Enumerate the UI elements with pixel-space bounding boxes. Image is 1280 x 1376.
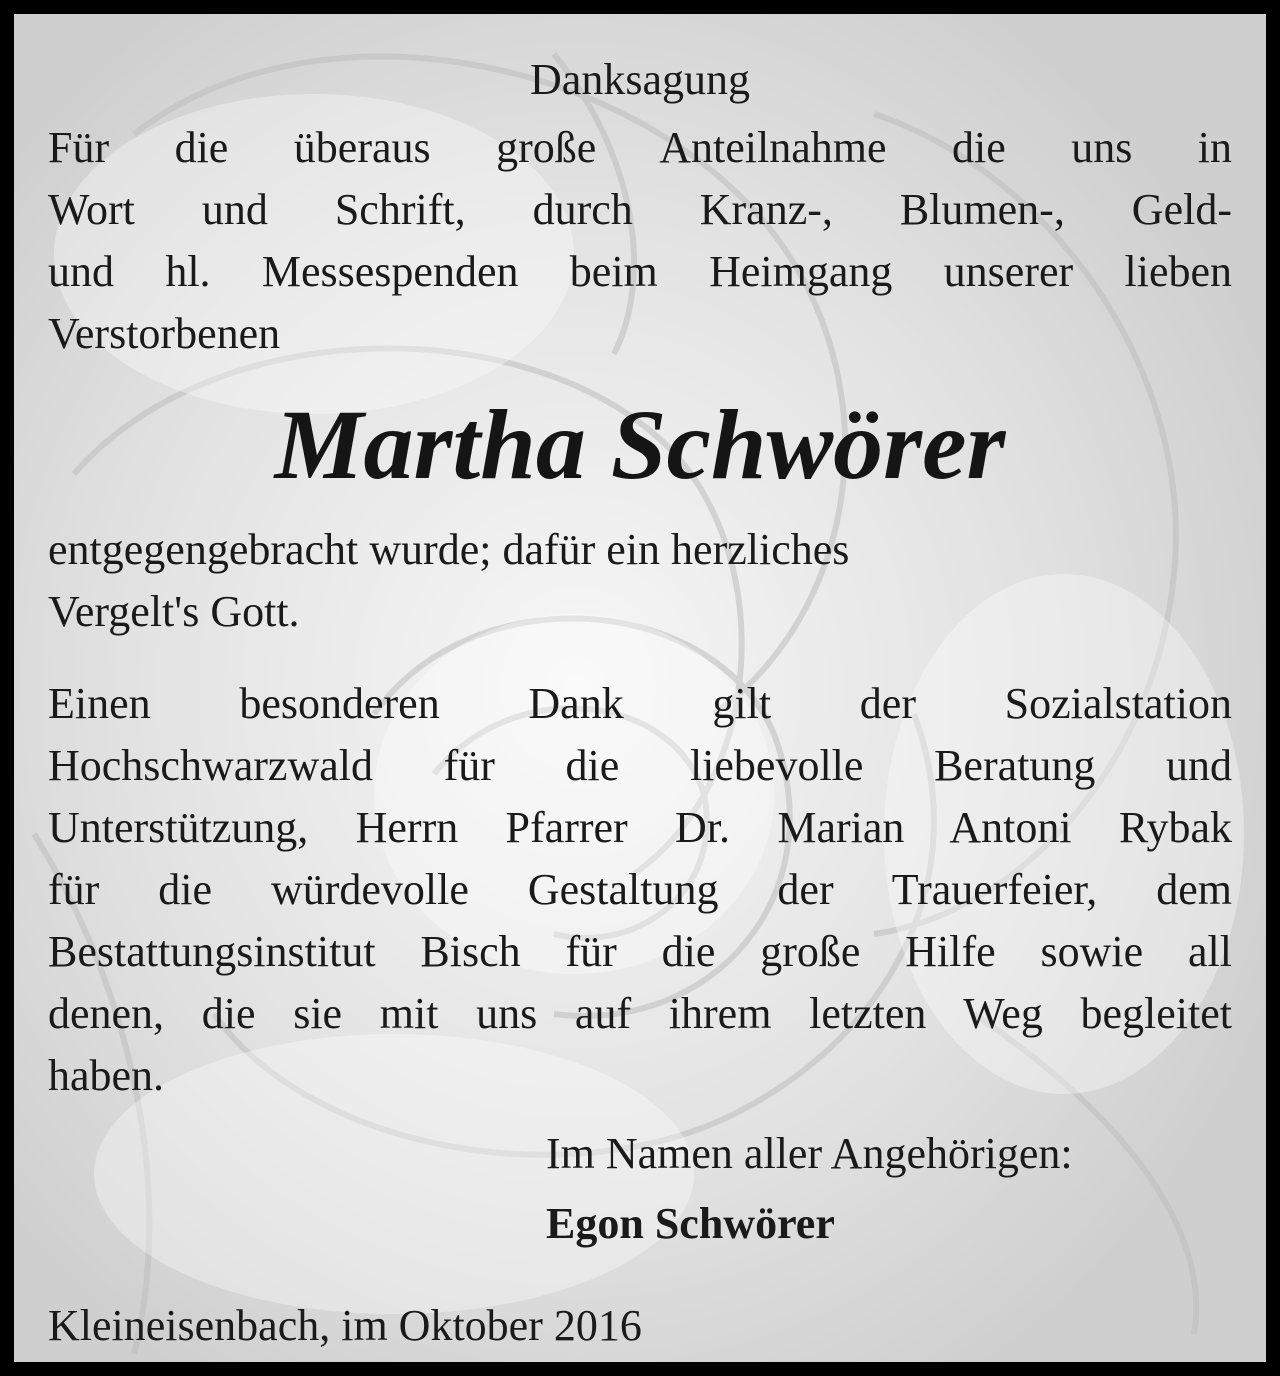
intro-line: Für die überaus große Anteilnahme die uns in <box>48 123 1232 172</box>
thanks-line: Vergelt's Gott. <box>48 587 300 636</box>
intro-line: und hl. Messespenden beim Heimgang unserer lieben <box>48 247 1232 296</box>
signature-name: Egon Schwörer <box>546 1199 835 1248</box>
special-thanks-line: haben. <box>48 1051 165 1100</box>
thanks-line: entgegengebracht wurde; dafür ein herzliches <box>48 525 850 574</box>
place-and-date: Kleineisenbach, im Oktober 2016 <box>48 1301 642 1350</box>
special-thanks-line: für die würdevolle Gestaltung der Trauerfeier, dem <box>48 865 1232 914</box>
special-thanks-line: denen, die sie mit uns auf ihrem letzten Weg begleitet <box>48 989 1232 1038</box>
intro-line: Verstorbenen <box>48 309 281 358</box>
special-thanks-line: Hochschwarzwald für die liebevolle Beratung und <box>48 741 1232 790</box>
intro-line: Wort und Schrift, durch Kranz-, Blumen-, Geld- <box>48 185 1232 234</box>
signature-on-behalf: Im Namen aller Angehörigen: <box>546 1129 1073 1178</box>
notice-heading: Danksagung <box>530 55 750 104</box>
special-thanks-line: Bestattungsinstitut Bisch für die große Hilfe sowie all <box>48 927 1232 976</box>
special-thanks-line: Unterstützung, Herrn Pfarrer Dr. Marian Antoni Rybak <box>48 803 1232 852</box>
special-thanks-line: Einen besonderen Dank gilt der Sozialstation <box>48 679 1232 728</box>
deceased-name: Martha Schwörer <box>274 389 1006 500</box>
